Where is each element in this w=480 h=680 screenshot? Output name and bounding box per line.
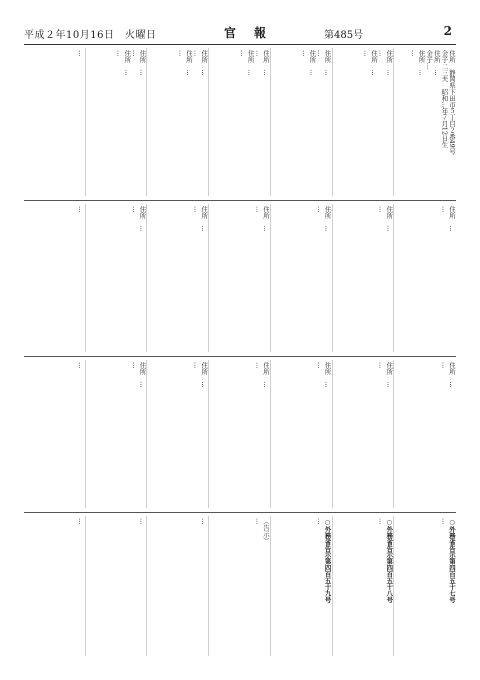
text-column — [147, 516, 209, 656]
registry-entry: … — [177, 50, 186, 57]
registry-entry: … — [192, 362, 201, 369]
text-column — [209, 204, 271, 352]
registry-entry: … — [239, 50, 248, 57]
registry-entry: … — [115, 50, 124, 57]
registry-entry: … — [192, 50, 201, 57]
text-band-1 — [24, 48, 456, 196]
registry-entry: 住所 … — [123, 50, 132, 76]
registry-entry: … — [316, 50, 324, 57]
registry-entry: … — [254, 518, 263, 525]
registry-entry: 住所 … — [261, 50, 270, 76]
text-column — [86, 516, 148, 656]
registry-entry: … — [192, 206, 201, 213]
registry-entry: … — [300, 50, 309, 57]
registry-entry: 住所 … — [385, 362, 394, 388]
text-column — [24, 48, 86, 196]
registry-entry: … — [440, 206, 449, 213]
registry-entry: … — [254, 206, 263, 213]
registry-entry: 住所 … — [385, 50, 394, 76]
registry-entry: 金子二三夫 昭和…年７月12日生 — [440, 50, 449, 148]
registry-entry: 住所 … — [448, 362, 456, 388]
registry-entry: … — [76, 206, 85, 213]
registry-entry: … — [377, 206, 386, 213]
text-band-3 — [24, 360, 456, 508]
registry-entry: 住所 … — [385, 206, 394, 232]
registry-entry: 住所 … — [448, 206, 456, 232]
registry-entry: … — [362, 50, 371, 57]
text-column — [24, 516, 86, 656]
registry-entry: 住所 … — [261, 206, 270, 232]
header-rule — [24, 44, 456, 45]
text-column — [333, 48, 395, 196]
registry-entry: … — [254, 362, 263, 369]
text-column — [86, 48, 148, 196]
registry-entry: … — [316, 362, 324, 369]
registry-entry: 住所 … — [323, 50, 332, 76]
text-column — [271, 48, 333, 196]
registry-entry: … — [130, 50, 139, 57]
text-column — [209, 48, 271, 196]
text-column — [333, 204, 395, 352]
registry-entry: 住所 … — [370, 50, 379, 76]
registry-entry: 住所 … — [138, 362, 147, 388]
text-column — [271, 204, 333, 352]
text-column — [86, 360, 148, 508]
registry-entry: 住所 … — [200, 50, 209, 76]
registry-entry: … — [76, 362, 85, 369]
text-column — [333, 516, 395, 656]
registry-entry: … — [377, 50, 386, 57]
registry-entry: … — [200, 518, 209, 525]
notice-heading: ○外務省告示第四百五十九号 — [323, 518, 332, 603]
registry-entry: … — [76, 50, 85, 57]
registry-entry: … — [130, 206, 139, 213]
registry-entry: 住所 … — [200, 362, 209, 388]
text-band-2 — [24, 204, 456, 352]
band-divider — [24, 512, 456, 513]
text-band-4 — [24, 516, 456, 656]
registry-entry: （告示） — [261, 518, 270, 544]
gazette-body — [24, 48, 456, 656]
registry-entry: … — [254, 50, 263, 57]
text-column — [271, 360, 333, 508]
registry-entry: … — [377, 362, 386, 369]
registry-entry: 住所 … — [138, 50, 147, 76]
notice-heading: ○外務省告示第四百五十八号 — [385, 518, 394, 603]
text-column — [209, 360, 271, 508]
text-column — [333, 360, 395, 508]
registry-entry: 住所 … — [323, 206, 332, 232]
text-column — [209, 516, 271, 656]
text-column — [394, 516, 456, 656]
registry-entry: 金子… — [425, 50, 434, 70]
header-page-number: 2 — [443, 24, 452, 38]
registry-entry: … — [130, 362, 139, 369]
registry-entry: 住所 静岡県下田市５丁目２番49号 — [448, 50, 456, 155]
band-divider — [24, 200, 456, 201]
registry-entry: … — [316, 206, 324, 213]
registry-entry: … — [138, 518, 147, 525]
text-column — [394, 360, 456, 508]
registry-entry: … — [377, 518, 386, 525]
registry-entry: … — [316, 518, 324, 525]
notice-heading: ○外務省告示第四百五十七号 — [448, 518, 456, 603]
text-column — [394, 204, 456, 352]
text-column — [24, 204, 86, 352]
text-column — [147, 204, 209, 352]
registry-entry: 住所 … — [138, 206, 147, 232]
registry-entry: … — [410, 50, 419, 57]
registry-entry: 住所 … — [323, 362, 332, 388]
text-column — [24, 360, 86, 508]
header-issue: 第485号 — [324, 30, 364, 41]
text-column — [271, 516, 333, 656]
text-column — [147, 360, 209, 508]
registry-entry: … — [76, 518, 85, 525]
registry-entry: 住所 … — [417, 50, 426, 76]
registry-entry: 住所 … — [185, 50, 193, 76]
registry-entry: 住所 … — [246, 50, 255, 76]
header-title: 官報 — [224, 26, 285, 40]
registry-entry: 住所 … — [308, 50, 317, 76]
text-column — [147, 48, 209, 196]
registry-entry: 住所 … — [200, 206, 209, 232]
registry-entry: 住所 … — [261, 362, 270, 388]
registry-entry: … — [440, 362, 449, 369]
text-column — [394, 48, 456, 196]
band-divider — [24, 356, 456, 357]
text-column — [86, 204, 148, 352]
registry-entry: … — [440, 518, 449, 525]
registry-entry: 住所 … — [432, 50, 441, 76]
header-date: 平成２年10月16日 火曜日 — [24, 30, 157, 41]
